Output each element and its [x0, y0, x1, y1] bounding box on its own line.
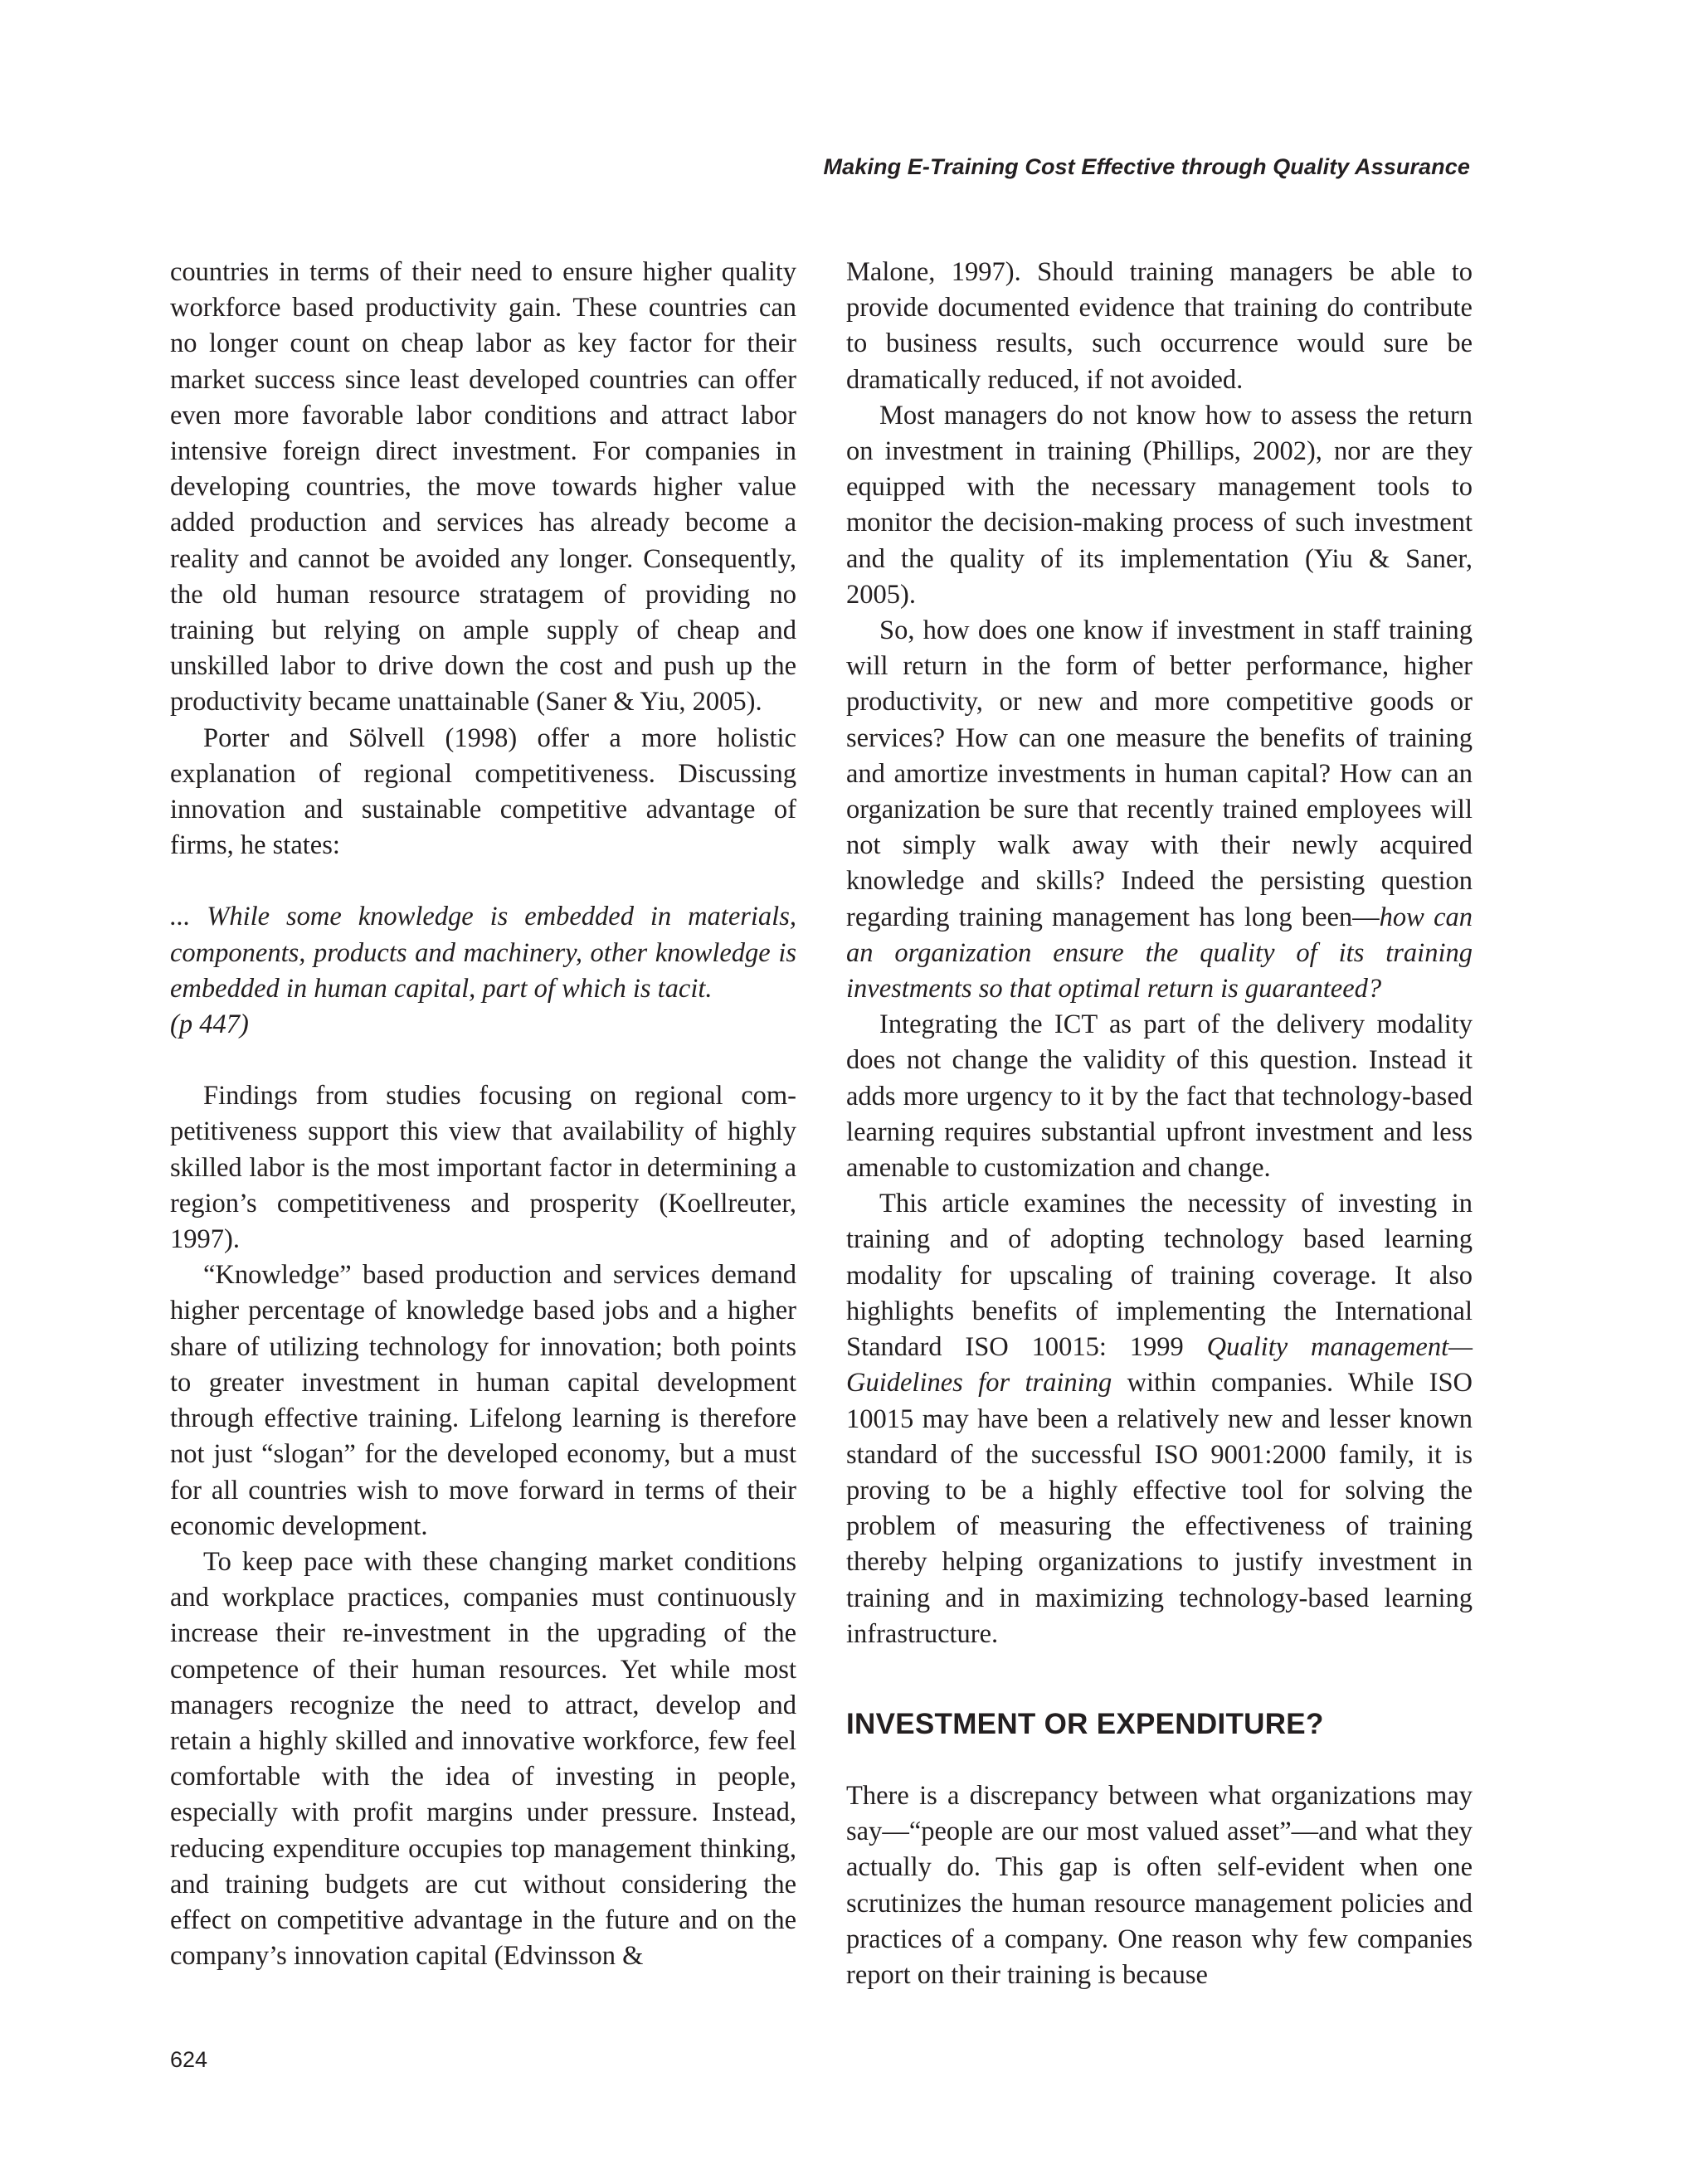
section-heading: INVESTMENT OR EXPENDITURE?: [846, 1707, 1324, 1740]
right-column: [846, 255, 1473, 1993]
paragraph: Malone, 1997). Should training managers be able to provide documented evidence that training do contribute to business results, such occurrence would sure be dramatically reduced, if not avoided.: [846, 257, 1473, 395]
paragraph: Most managers do not know how to assess the return on investment in training (Phillips, 2002), nor are they equipped with the necessary management tools to monitor the decision-making process of such investment and the quality of its implementation (Yiu & Saner, 2005).: [846, 400, 1473, 610]
standard-title: Quality management—Guidelines for training: [846, 1332, 1473, 1398]
block-quote-text: ... While some knowledge is embedded in materials, components, products and machinery, other knowledge is embedded in human capital, part of which is tacit.: [170, 902, 796, 1004]
paragraph-text: This article examines the necessity of investing in training and of adopting technology based learning modality for upscaling of training coverage. It also highlights benefits of implementing the International Standard ISO 10015: 1999: [846, 1189, 1473, 1363]
paragraph: Integrating the ICT as part of the delivery modality does not change the validity of this question. Instead it adds more urgency to it by the fact that technology-based learning requires substantial upfront investment and less amenable to customization and change.: [846, 1009, 1473, 1184]
paragraph: To keep pace with these changing market conditions and workplace practices, companies must continuously increase their re-investment in the upgrading of the competence of their human resources. Yet while most managers recognize the need to attract, develop and retain a highly skilled and innovative workforce, few feel comfortable with the idea of investing in people, especially with profit margins under pressure. Instead, reducing expenditure occupies top management thinking, and training budgets are cut without considering the effect on competitive advantage in the future and on the company’s innovation capital (Edvinsson &: [170, 1546, 796, 1972]
paragraph: [846, 613, 1473, 1007]
paragraph: Findings from studies focusing on regional competitiveness support this view that availability of highly skilled labor is the most important factor in determining a region’s competitiveness and prosperity (Koellreuter, 1997).: [170, 1081, 796, 1255]
paragraph: “Knowledge” based production and services demand higher percentage of knowledge based jobs and a higher share of utilizing technology for innovation; both points to greater investment in human capital development through effective training. Lifelong learning is therefore not just “slogan” for the developed economy, but a must for all countries wish to move forward in terms of their economic development.: [170, 1260, 796, 1541]
running-header-title: Making E-Training Cost Effective through Quality Assurance: [823, 154, 1470, 179]
paragraph: [846, 1186, 1473, 1652]
quote-page-reference: (p 447): [170, 1009, 249, 1040]
paragraph: Porter and Sölvell (1998) offer a more holistic explanation of regional competitiveness. Discussing innovation and sustainable competitive advantage of firms, he states:: [170, 722, 796, 861]
paragraph-text: within companies. While ISO 10015 may have been a relatively new and lesser known standard of the successful ISO 9001:2000 family, it is proving to be a highly effective tool for solving the problem of measuring the effectiveness of training thereby helping organizations to justify investment in training and in maximizing technology-based learning infrastructure.: [846, 1368, 1473, 1649]
page-number: 624: [170, 2047, 208, 2072]
left-column: [170, 255, 796, 1974]
paragraph: There is a discrepancy between what organizations may say—“people are our most valued asset”—and what they actually do. This gap is often self-evident when one scrutinizes the human resource management policies and practices of a company. One reason why few companies report on their training is because: [846, 1780, 1473, 1990]
paragraph: countries in terms of their need to ensure higher quality workforce based productivity gain. These countries can no longer count on cheap labor as key factor for their market success since least developed countries can offer even more favorable labor conditions and attract labor intensive foreign direct investment. For companies in developing countries, the move towards higher value added production and services has already become a reality and cannot be avoided any longer. Consequently, the old human resource stratagem of providing no training but relying on ample supply of cheap and unskilled labor to drive down the cost and push up the productivity became unattainable (Saner & Yiu, 2005).: [170, 257, 796, 717]
italic-question: how can an organization ensure the quality of its training investments so that optimal return is guaranteed?: [846, 902, 1473, 1004]
block-quote: [170, 899, 796, 1043]
paragraph-text: So, how does one know if investment in staff training will return in the form of better performance, higher productivity, or new and more competitive goods or services? How can one measure the benefits of training and amortize investments in human capital? How can an organization be sure that recently trained employees will not simply walk away with their newly acquired knowledge and skills? Indeed the persisting question regarding training management has long been—: [846, 615, 1473, 932]
